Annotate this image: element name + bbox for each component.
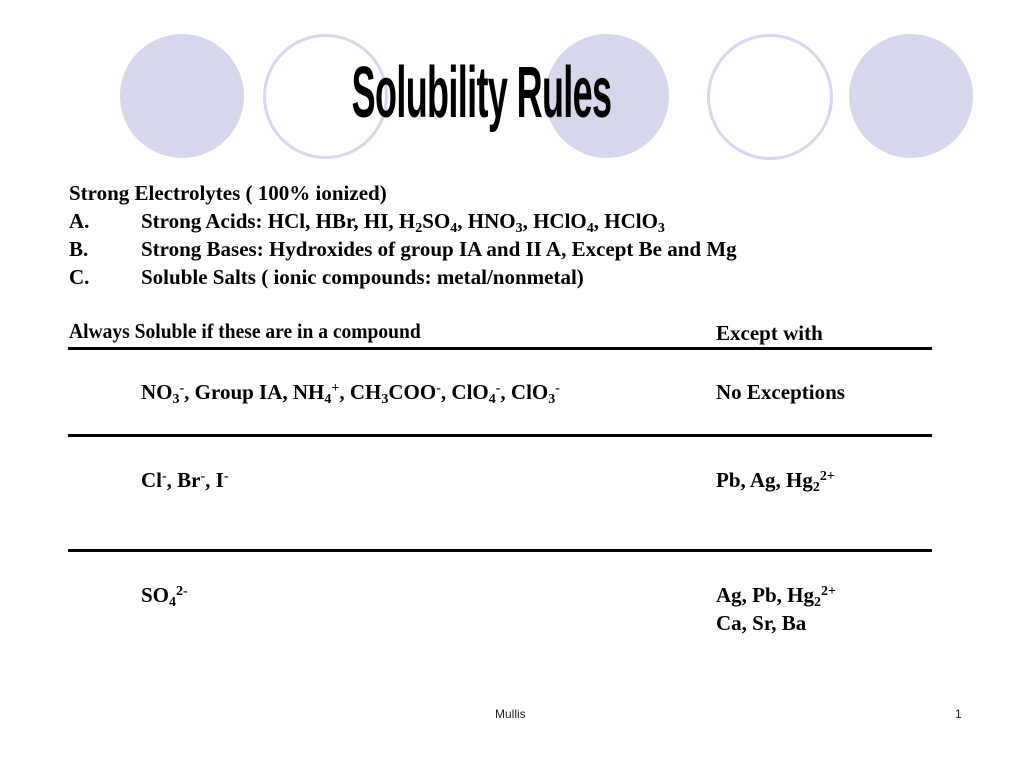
footer-author: Mullis [495,707,526,721]
electrolyte-item-a [69,209,665,236]
table-row-3-ions: $SO_4^{2-}$ [141,583,188,610]
item-text: Strong Acids: HCl, HBr, HI, $H_2SO_4$, $HNO_3$, HClO$_4$, HClO$_3$ [141,209,665,236]
electrolyte-item-c [69,265,584,289]
item-label: A. [69,209,90,233]
table-divider [68,549,932,552]
table-divider [68,347,932,350]
table-row-3-exceptions-line-2: Ca, Sr, Ba [716,611,807,635]
item-label: B. [69,237,89,261]
decorative-circle-1 [120,34,244,158]
item-label: C. [69,265,90,289]
slide-title [312,50,652,135]
table-header-except-with: Except with [716,321,823,345]
table-row-1-exceptions: No Exceptions [716,380,845,404]
slide-title-text: Solubility Rules [352,51,612,134]
table-row-1-ions: $NO_3^-$, Group IA, $NH_4^+$, $CH_3COO^-$, ClO$_4$-, ClO$_3$- [141,380,560,407]
decorative-circle-5 [849,34,973,158]
electrolyte-item-b [69,237,737,261]
item-text: Soluble Salts ( ionic compounds: metal/nonmetal) [141,265,584,289]
table-header-always-soluble: Always Soluble if these are in a compound [69,319,421,343]
table-row-2-ions: Cl-, Br-, I- [141,468,229,492]
table-row-2-exceptions: Pb, Ag, $Hg_2^{2+}$ [716,468,835,495]
table-divider [68,434,932,437]
page-number: 1 [955,707,962,721]
item-text: Strong Bases: Hydroxides of group IA and II A, Except Be and Mg [141,237,737,261]
table-row-3-exceptions-line-1: Ag, Pb, $Hg_2^{2+}$ [716,583,836,610]
electrolytes-heading: Strong Electrolytes ( 100% ionized) [69,181,387,205]
decorative-circle-4 [707,34,833,160]
